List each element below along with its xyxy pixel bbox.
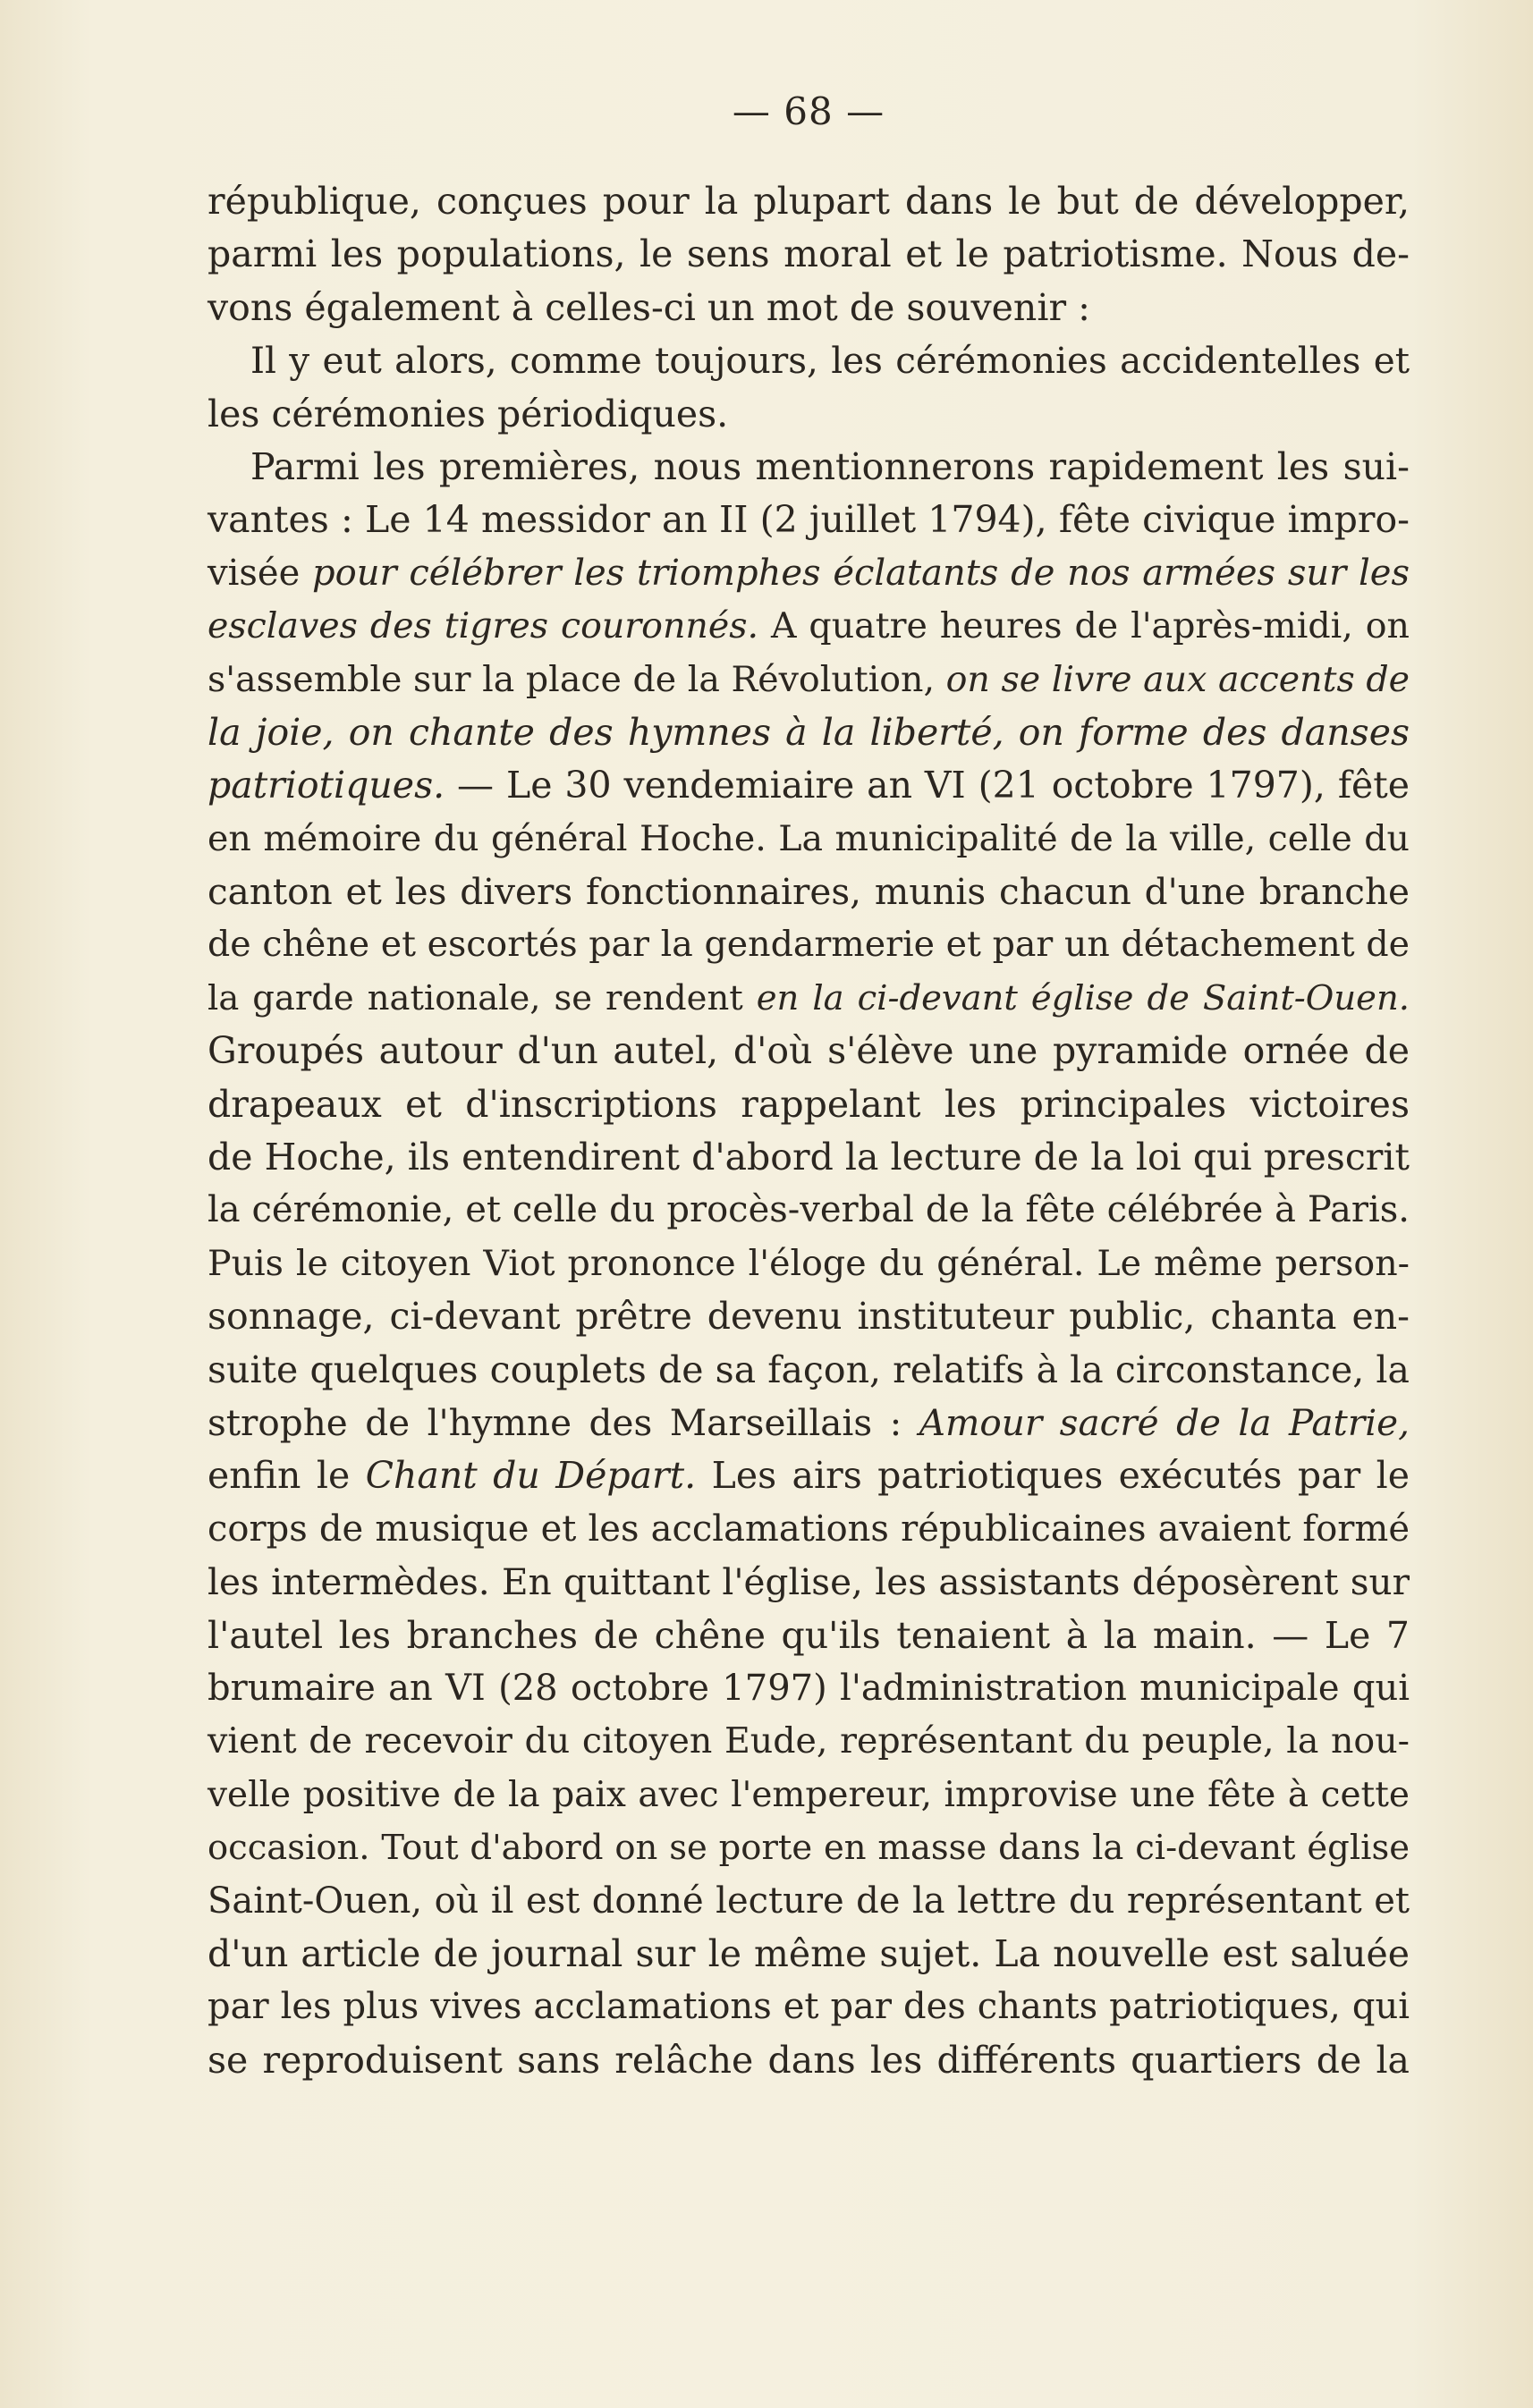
text-line: patriotiques. — Le 30 vendemiaire an VI (21 octobre 1797), fête: [208, 764, 1410, 807]
text-line: brumaire an VI (28 octobre 1797) l'administration municipale qui: [208, 1667, 1410, 1709]
text-line: vantes : Le 14 messidor an II (2 juillet 1794), fête civique impro-: [208, 498, 1410, 542]
text-line: visée pour célébrer les triomphes éclatants de nos armées sur les: [208, 552, 1410, 594]
text-line: la cérémonie, et celle du procès-verbal de la fête célébrée à Paris.: [208, 1189, 1410, 1231]
page-number: — 68 —: [732, 89, 885, 133]
text-line: s'assemble sur la place de la Révolution, on se livre aux accents de: [208, 658, 1410, 700]
italic-text: pour célébrer les triomphes éclatants de nos armées sur les: [312, 552, 1410, 594]
text-line: enfin le Chant du Départ. Les airs patriotiques exécutés par le: [208, 1454, 1410, 1498]
text-line: corps de musique et les acclamations républicaines avaient formé: [208, 1508, 1410, 1550]
italic-text: on se livre aux accents de: [945, 658, 1410, 700]
text-line: l'autel les branches de chêne qu'ils tenaient à la main. — Le 7: [208, 1613, 1410, 1657]
text-line: la joie, on chante des hymnes à la liberté, on forme des danses: [208, 710, 1410, 754]
italic-text: en la ci-devant église de Saint-Ouen.: [756, 977, 1410, 1018]
italic-text: esclaves des tigres couronnés.: [208, 605, 759, 647]
italic-text: Chant du Départ.: [365, 1454, 697, 1498]
text-line: en mémoire du général Hoche. La municipalité de la ville, celle du: [208, 817, 1410, 859]
text-line: vons également à celles-ci un mot de souvenir :: [208, 285, 1090, 329]
text-line: suite quelques couplets de sa façon, relatifs à la circonstance, la: [208, 1348, 1410, 1391]
text-line: république, conçues pour la plupart dans le but de développer,: [208, 180, 1410, 223]
text-line: occasion. Tout d'abord on se porte en masse dans la ci-devant église: [208, 1828, 1410, 1869]
text-line: velle positive de la paix avec l'empereur, improvise une fête à cette: [208, 1774, 1410, 1815]
text-line: strophe de l'hymne des Marseillais : Amour sacré de la Patrie,: [208, 1400, 1410, 1444]
text-line: Saint-Ouen, où il est donné lecture de la lettre du représentant et: [208, 1880, 1410, 1922]
text-line: d'un article de journal sur le même sujet. La nouvelle est saluée: [208, 1931, 1410, 1975]
text-line: la garde nationale, se rendent en la ci-devant église de Saint-Ouen.: [208, 977, 1410, 1018]
text-line: canton et les divers fonctionnaires, munis chacun d'une branche: [208, 870, 1410, 914]
text-line: sonnage, ci-devant prêtre devenu instituteur public, chanta en-: [208, 1295, 1410, 1339]
text-line: les cérémonies périodiques.: [208, 392, 729, 435]
text-line: parmi les populations, le sens moral et le patriotisme. Nous de-: [208, 232, 1410, 276]
text-line: Il y eut alors, comme toujours, les cérémonies accidentelles et: [250, 339, 1410, 383]
text-line: Parmi les premières, nous mentionnerons rapidement les sui-: [250, 444, 1410, 488]
book-page: [208, 0, 1410, 2408]
italic-text: patriotiques.: [208, 764, 445, 807]
text-line: esclaves des tigres couronnés. A quatre heures de l'après-midi, on: [208, 605, 1410, 647]
text-line: de chêne et escortés par la gendarmerie et par un détachement de: [208, 924, 1410, 966]
text-line: drapeaux et d'inscriptions rappelant les principales victoires: [208, 1082, 1410, 1126]
text-line: vient de recevoir du citoyen Eude, représentant du peuple, la nou-: [208, 1720, 1410, 1762]
body-text: [208, 175, 1410, 2087]
text-line: les intermèdes. En quittant l'église, les assistants déposèrent sur: [208, 1560, 1410, 1604]
text-line: de Hoche, ils entendirent d'abord la lecture de la loi qui prescrit: [208, 1136, 1410, 1179]
text-line: Groupés autour d'un autel, d'où s'élève une pyramide ornée de: [208, 1029, 1410, 1073]
text-line: se reproduisent sans relâche dans les différents quartiers de la: [208, 2038, 1410, 2082]
text-line: par les plus vives acclamations et par des chants patriotiques, qui: [208, 1986, 1410, 2028]
text-line: Puis le citoyen Viot prononce l'éloge du général. Le même person-: [208, 1242, 1410, 1284]
italic-text: Amour sacré de la Patrie,: [919, 1400, 1410, 1444]
